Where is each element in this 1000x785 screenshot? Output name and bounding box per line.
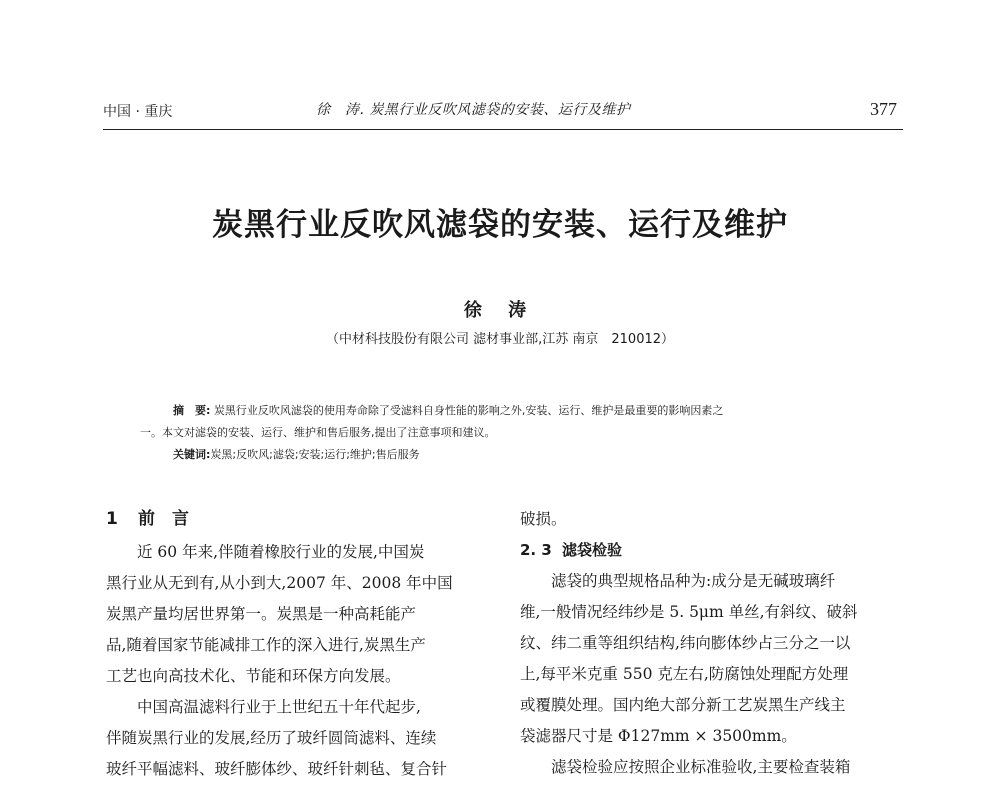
subsection-title: 滤袋检验: [562, 541, 623, 559]
running-header: [103, 96, 903, 126]
body-line: 滤袋的典型规格品种为:成分是无碱玻璃纤: [551, 572, 836, 590]
keywords-line: [140, 444, 870, 466]
body-line: 上,每平米克重 550 克左右,防腐蚀处理配方处理: [520, 665, 849, 683]
body-line: 袋滤器尺寸是 Φ127mm × 3500mm。: [520, 727, 797, 745]
body-line: 纹、纬二重等组织结构,纬向膨体纱占三分之一以: [520, 634, 851, 652]
keywords-label: 关键词:: [173, 448, 211, 461]
body-line: 玻纤平幅滤料、玻纤膨体纱、玻纤针刺毡、复合针: [106, 760, 448, 778]
section-heading-intro: [106, 504, 498, 537]
body-line: 品,随着国家节能减排工作的深入进行,炭黑生产: [106, 636, 426, 654]
page-number: 377: [870, 99, 897, 119]
abstract-line-1: [140, 400, 870, 422]
header-article-title: 徐 涛. 炭黑行业反吹风滤袋的安装、运行及维护: [316, 102, 631, 118]
body-line: 滤袋检验应按照企业标准验收,主要检查装箱: [551, 758, 851, 776]
keywords-text: 炭黑;反吹风;滤袋;安装;运行;维护;售后服务: [210, 448, 420, 461]
body-line-continued: 破损。: [520, 510, 567, 528]
abstract-text-2: 一。本文对滤袋的安装、运行、维护和售后服务,提出了注意事项和建议。: [140, 426, 496, 439]
body-line: 近 60 年来,伴随着橡胶行业的发展,中国炭: [137, 543, 425, 561]
abstract-label: 摘 要:: [173, 404, 211, 417]
section-number: 1: [106, 509, 118, 529]
header-rule: [103, 129, 903, 130]
body-line: 伴随炭黑行业的发展,经历了玻纤圆筒滤料、连续: [106, 729, 437, 747]
body-line: 中国高温滤料行业于上世纪五十年代起步,: [137, 698, 421, 716]
body-line: 工艺也向高技术化、节能和环保方向发展。: [106, 667, 401, 685]
subsection-number: 2. 3: [520, 541, 552, 559]
body-line: 或覆膜处理。国内绝大部分新工艺炭黑生产线主: [520, 696, 846, 714]
body-line: 黑行业从无到有,从小到大,2007 年、2008 年中国: [106, 574, 453, 592]
author-affiliation: （中材科技股份有限公司 滤材事业部,江苏 南京 210012）: [325, 332, 675, 347]
body-line: 炭黑产量均居世界第一。炭黑是一种高耗能产: [106, 605, 417, 623]
section-title: 前 言: [138, 509, 189, 529]
right-column: [520, 504, 912, 783]
left-column: [106, 504, 498, 785]
body-line: 维,一般情况经纬纱是 5. 5μm 单丝,有斜纹、破斜: [520, 603, 858, 621]
paper-title: 炭黑行业反吹风滤袋的安装、运行及维护: [212, 207, 788, 243]
abstract-block: [140, 400, 870, 466]
author-name: 徐 涛: [463, 300, 537, 321]
abstract-text-1: 炭黑行业反吹风滤袋的使用寿命除了受滤料自身性能的影响之外,安装、运行、维护是最重要的影响因素之: [213, 404, 724, 417]
subsection-heading-bag-inspection: [520, 535, 912, 566]
header-location: 中国 · 重庆: [103, 104, 173, 120]
